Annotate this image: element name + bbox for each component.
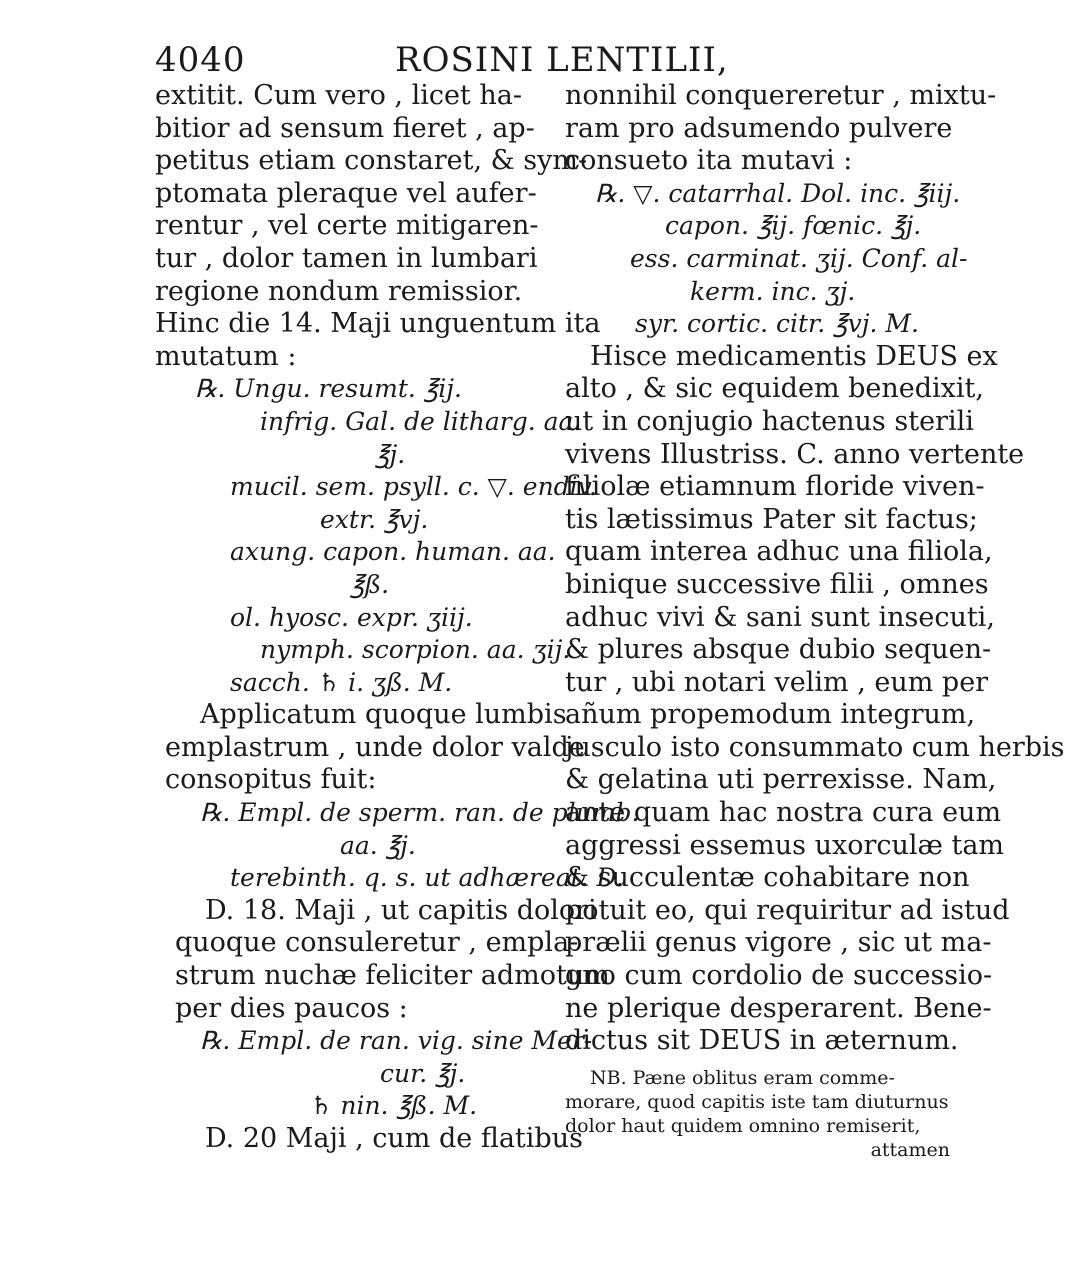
text-line: ne plerique desperarent. Bene- xyxy=(565,992,992,1024)
prescription-line: ℞. ▽. catarrhal. Dol. inc. ℥iij. xyxy=(595,178,961,208)
text-line: bitior ad sensum fieret , ap- xyxy=(155,112,535,144)
prescription-line: ℥j. xyxy=(375,439,406,469)
text-line: Hinc die 14. Maji unguentum ita xyxy=(155,308,601,340)
text-line: dictus sit DEUS in æternum. xyxy=(565,1025,959,1057)
text-line: ut in conjugio hactenus sterili xyxy=(565,405,974,437)
text-line: regione nondum remissior. xyxy=(155,275,523,307)
prescription-line: infrig. Gal. de litharg. aa. xyxy=(260,406,582,436)
prescription-line: mucil. sem. psyll. c. ▽. endiv. xyxy=(230,472,597,502)
text-line: Applicatum quoque lumbis xyxy=(200,699,567,731)
prescription-line: axung. capon. human. aa. xyxy=(230,537,556,567)
text-line: binique successive filii , omnes xyxy=(565,568,989,600)
prescription-line: ℥ß. xyxy=(350,569,390,599)
text-line: mutatum : xyxy=(155,340,297,372)
text-line: ptomata pleraque vel aufer- xyxy=(155,177,537,209)
prescription-line: terebinth. q. s. ut adhæreat. D. xyxy=(230,863,624,893)
prescription-line: ℞. Empl. de ran. vig. sine Mer- xyxy=(200,1026,593,1056)
text-line: gno cum cordolio de successio- xyxy=(565,960,993,992)
prescription-line: cur. ℥j. xyxy=(380,1058,466,1088)
prescription-line: syr. cortic. citr. ℥vj. M. xyxy=(635,309,919,339)
text-line: per dies paucos : xyxy=(175,992,408,1024)
text-line: nonnihil conquereretur , mixtu- xyxy=(565,80,997,111)
prescription-line: ♄ nin. ℥ß. M. xyxy=(310,1091,478,1121)
text-line: petitus etiam constaret, & sym- xyxy=(155,145,588,177)
text-line: aggressi essemus uxorculæ tam xyxy=(565,829,1005,861)
note-line: NB. Pæne oblitus eram comme- xyxy=(590,1066,895,1089)
text-line: extitit. Cum vero , licet ha- xyxy=(155,80,522,111)
page-number: 4040 xyxy=(155,40,246,80)
text-line: tis lætissimus Pater sit factus; xyxy=(565,503,978,535)
note-line: dolor haut quidem omnino remiserit, xyxy=(565,1114,921,1137)
prescription-line: extr. ℥vj. xyxy=(320,504,429,534)
catchword: attamen xyxy=(870,1139,950,1161)
text-line: & succulentæ cohabitare non xyxy=(565,862,970,894)
text-line: ante quam hac nostra cura eum xyxy=(565,797,1002,829)
prescription-line: kerm. inc. ʒj. xyxy=(690,276,856,306)
prescription-line: ℞. Ungu. resumt. ℥ij. xyxy=(195,374,462,404)
text-line: rentur , vel certe mitigaren- xyxy=(155,210,539,242)
right-column xyxy=(565,80,1065,1138)
text-line: ram pro adsumendo pulvere xyxy=(565,112,953,144)
text-line: jusculo isto consummato cum herbis xyxy=(565,731,1065,763)
note-block xyxy=(565,1066,950,1138)
prescription-line: nymph. scorpion. aa. ʒij. xyxy=(260,635,571,665)
note-line: morare, quod capitis iste tam diuturnus xyxy=(565,1090,949,1113)
prescription-line: ℞. Empl. de sperm. ran. de plumb. xyxy=(200,798,640,828)
text-line: vivens Illustriss. C. anno vertente xyxy=(565,438,1025,470)
text-line: quam interea adhuc una filiola, xyxy=(565,536,993,568)
prescription-line: sacch. ♄ i. ʒß. M. xyxy=(230,667,453,697)
text-line: & plures absque dubio sequen- xyxy=(565,634,992,666)
text-line: filiolæ etiamnum floride viven- xyxy=(565,471,985,503)
text-line: emplastrum , unde dolor valde xyxy=(165,731,585,763)
text-line: prælii genus vigore , sic ut ma- xyxy=(565,927,992,959)
text-line: alto , & sic equidem benedixit, xyxy=(565,373,984,405)
prescription-line: ol. hyosc. expr. ʒiij. xyxy=(230,602,473,632)
text-line: consueto ita mutavi : xyxy=(565,145,853,177)
text-line: potuit eo, qui requiritur ad istud xyxy=(565,894,1010,926)
text-line: añum propemodum integrum, xyxy=(565,699,976,731)
text-line: D. 20 Maji , cum de flatibus xyxy=(205,1123,583,1154)
running-title: ROSINI LENTILII, xyxy=(395,40,729,80)
prescription-line: ess. carminat. ʒij. Conf. al- xyxy=(630,243,968,273)
text-line: Hisce medicamentis DEUS ex xyxy=(590,340,998,372)
prescription-line: capon. ℥ij. fœnic. ℥j. xyxy=(665,211,922,241)
text-line: D. 18. Maji , ut capitis dolori xyxy=(205,894,597,926)
text-line: tur , dolor tamen in lumbari xyxy=(155,242,538,274)
text-line: & gelatina uti perrexisse. Nam, xyxy=(565,764,997,796)
left-column xyxy=(155,80,640,1156)
text-line: consopitus fuit: xyxy=(165,764,377,796)
text-line: strum nuchæ feliciter admotum xyxy=(175,960,610,992)
text-line: tur , ubi notari velim , eum per xyxy=(565,666,989,698)
text-line: quoque consuleretur , empla- xyxy=(175,927,579,959)
text-line: adhuc vivi & sani sunt insecuti, xyxy=(565,601,995,633)
prescription-line: aa. ℥j. xyxy=(340,830,416,860)
